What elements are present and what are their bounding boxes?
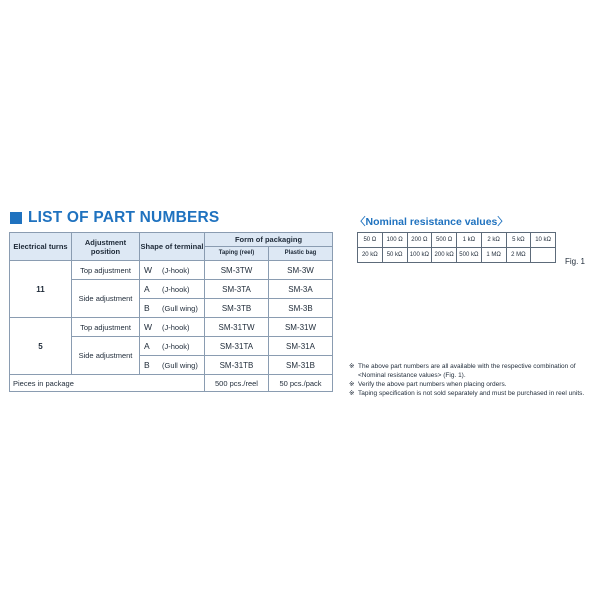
taping-part-number: SM-3TW	[205, 261, 269, 280]
plastic-part-number: SM-3W	[269, 261, 333, 280]
nominal-value: 50 Ω	[358, 233, 383, 248]
pieces-taping: 500 pcs./reel	[205, 375, 269, 392]
section-title	[10, 208, 219, 228]
shape-letter: W	[144, 264, 153, 275]
nominal-value: 200 Ω	[407, 233, 432, 248]
header-shape-of-terminal: Shape of terminal	[140, 233, 205, 261]
plastic-part-number: SM-31B	[269, 356, 333, 375]
note-item	[349, 362, 594, 380]
nominal-value: 50 kΩ	[382, 248, 407, 263]
note-item	[349, 389, 594, 398]
table-row	[10, 261, 333, 280]
nominal-value: 100 Ω	[382, 233, 407, 248]
adjustment-cell: Top adjustment	[72, 261, 140, 280]
adjustment-cell: Top adjustment	[72, 318, 140, 337]
header-taping: Taping (reel)	[205, 247, 269, 261]
note-item	[349, 380, 594, 389]
shape-cell	[140, 299, 205, 318]
taping-part-number: SM-31TW	[205, 318, 269, 337]
nominal-resistance-title: 〈Nominal resistance values〉	[355, 216, 508, 228]
note-text: Taping specification is not sold separately and must be purchased in reel units.	[358, 390, 585, 397]
nominal-value	[531, 248, 556, 263]
shape-letter: B	[144, 359, 150, 370]
nominal-value: 500 Ω	[432, 233, 457, 248]
shape-cell	[140, 337, 205, 356]
nominal-value: 1 kΩ	[457, 233, 482, 248]
nominal-value: 5 kΩ	[506, 233, 531, 248]
note-mark: ※	[349, 390, 355, 397]
turns-cell: 5	[10, 318, 72, 375]
nominal-value: 200 kΩ	[432, 248, 457, 263]
nominal-row	[358, 248, 556, 263]
note-mark: ※	[349, 381, 355, 388]
nominal-row	[358, 233, 556, 248]
shape-cell	[140, 280, 205, 299]
nominal-value: 500 kΩ	[457, 248, 482, 263]
plastic-part-number: SM-31W	[269, 318, 333, 337]
plastic-part-number: SM-31A	[269, 337, 333, 356]
nominal-value: 1 MΩ	[481, 248, 506, 263]
header-adjustment-position: Adjustment position	[72, 233, 140, 261]
header-electrical-turns: Electrical turns	[10, 233, 72, 261]
shape-cell	[140, 318, 205, 337]
plastic-part-number: SM-3B	[269, 299, 333, 318]
adjustment-cell: Side adjustment	[72, 280, 140, 318]
shape-letter: B	[144, 302, 150, 313]
nominal-value: 100 kΩ	[407, 248, 432, 263]
shape-desc: (J-hook)	[162, 284, 190, 294]
turns-cell: 11	[10, 261, 72, 318]
shape-desc: (J-hook)	[162, 322, 190, 332]
shape-cell	[140, 261, 205, 280]
shape-desc: (J-hook)	[162, 265, 190, 275]
nominal-value: 20 kΩ	[358, 248, 383, 263]
adjustment-cell: Side adjustment	[72, 337, 140, 375]
header-plastic-bag: Plastic bag	[269, 247, 333, 261]
shape-letter: W	[144, 321, 153, 332]
table-row	[10, 318, 333, 337]
shape-cell	[140, 356, 205, 375]
note-text: Verify the above part numbers when placing orders.	[358, 381, 507, 388]
note-text: The above part numbers are all available with the respective combination of <Nominal resistance values> (Fig. 1).	[358, 363, 576, 379]
pieces-row	[10, 375, 333, 392]
note-mark: ※	[349, 363, 355, 370]
section-title-text: LIST OF PART NUMBERS	[28, 209, 220, 226]
part-numbers-table	[9, 232, 333, 392]
fig-label: Fig. 1	[565, 257, 586, 266]
shape-desc: (Gull wing)	[162, 303, 198, 313]
header-form-of-packaging: Form of packaging	[205, 233, 333, 247]
pieces-plastic: 50 pcs./pack	[269, 375, 333, 392]
shape-desc: (Gull wing)	[162, 360, 198, 370]
nominal-resistance-table	[357, 232, 556, 263]
nominal-value: 2 kΩ	[481, 233, 506, 248]
nominal-value: 10 kΩ	[531, 233, 556, 248]
taping-part-number: SM-31TA	[205, 337, 269, 356]
taping-part-number: SM-31TB	[205, 356, 269, 375]
shape-letter: A	[144, 283, 150, 294]
notes	[349, 362, 594, 398]
taping-part-number: SM-3TB	[205, 299, 269, 318]
title-square-icon	[10, 212, 22, 224]
plastic-part-number: SM-3A	[269, 280, 333, 299]
taping-part-number: SM-3TA	[205, 280, 269, 299]
shape-desc: (J-hook)	[162, 341, 190, 351]
shape-letter: A	[144, 340, 150, 351]
nominal-value: 2 MΩ	[506, 248, 531, 263]
pieces-label: Pieces in package	[10, 375, 205, 392]
